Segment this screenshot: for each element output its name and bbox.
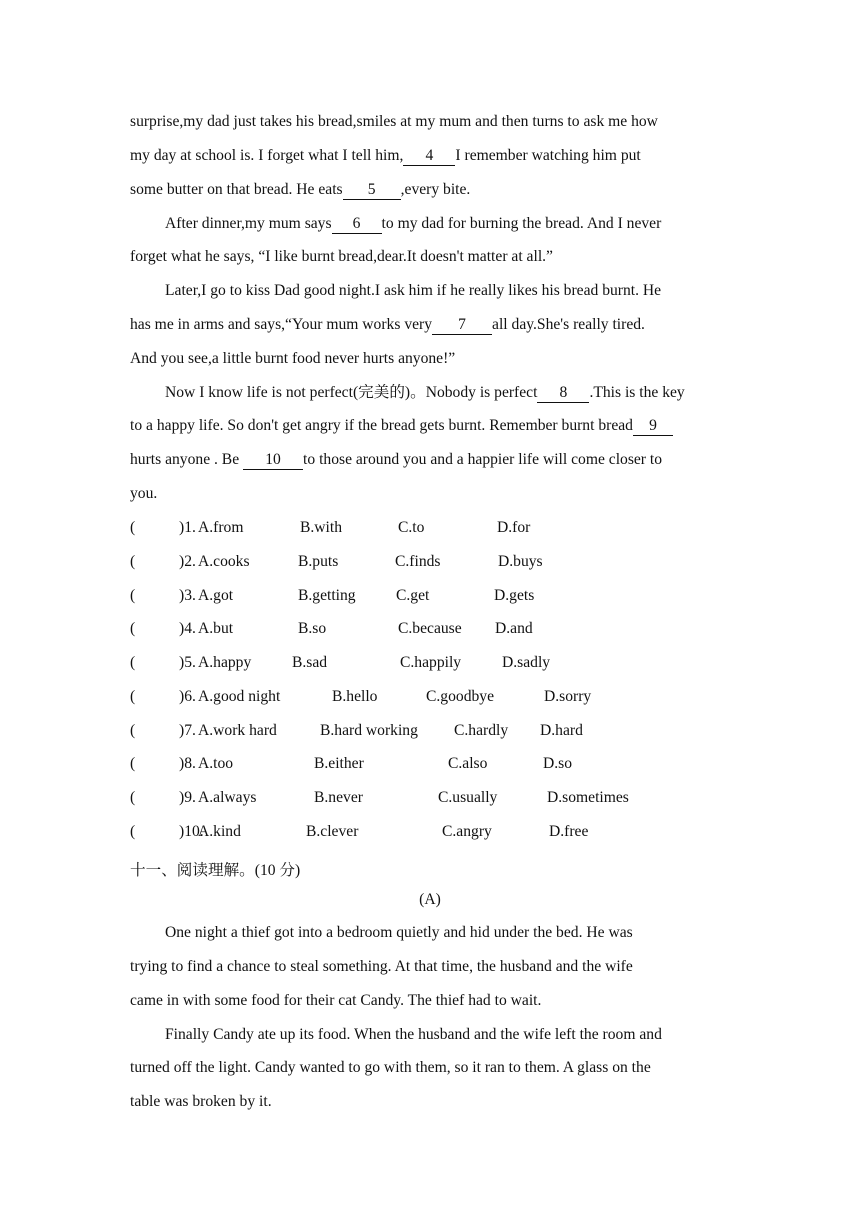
option-a[interactable]: A.kind — [198, 823, 241, 840]
option-d[interactable]: D.buys — [498, 553, 543, 570]
blank-5[interactable]: 5 — [343, 182, 401, 200]
text: to those around you and a happier life will come closer to — [303, 451, 663, 468]
passage1-line-6 — [165, 283, 661, 299]
passage1-line-4 — [165, 216, 661, 234]
question-number: )2. — [179, 553, 196, 570]
option-d[interactable]: D.and — [495, 620, 533, 637]
option-c[interactable]: C.hardly — [454, 722, 509, 739]
option-a[interactable]: A.happy — [198, 654, 252, 671]
option-d[interactable]: D.sorry — [544, 688, 592, 705]
option-b[interactable]: B.either — [314, 755, 364, 772]
option-c[interactable]: C.happily — [400, 654, 462, 671]
section-heading: 十一、阅读理解。(10 分) — [130, 862, 301, 879]
option-a[interactable]: A.work hard — [198, 722, 277, 739]
passage2-line-5: turned off the light. Candy wanted to go with them, so it ran to them. A glass on the — [130, 1059, 651, 1076]
option-b[interactable]: B.hello — [332, 688, 378, 705]
passage1-line-5 — [130, 249, 553, 265]
answer-paren-open: ( — [130, 519, 136, 536]
answer-paren-open: ( — [130, 789, 136, 806]
passage1-line-2 — [130, 148, 641, 166]
text: .This is the key — [589, 384, 685, 401]
option-c[interactable]: C.also — [448, 755, 488, 772]
text: surprise,my dad just takes his bread,smiles at my mum and then turns to ask me how — [130, 113, 658, 130]
text: all day.She's really tired. — [492, 316, 645, 333]
option-d[interactable]: D.gets — [494, 587, 535, 604]
question-number: )6. — [179, 688, 196, 705]
text: to a happy life. So don't get angry if the bread gets burnt. Remember burnt bread — [130, 417, 633, 434]
option-d[interactable]: D.free — [549, 823, 589, 840]
passage2-line-6: table was broken by it. — [130, 1093, 272, 1110]
answer-paren-open: ( — [130, 587, 136, 604]
answer-paren-open: ( — [130, 688, 136, 705]
option-b[interactable]: B.hard working — [320, 722, 418, 739]
answer-paren-open: ( — [130, 654, 136, 671]
passage1-line-3 — [130, 182, 470, 200]
blank-10[interactable]: 10 — [243, 452, 303, 470]
option-d[interactable]: D.for — [497, 519, 531, 536]
answer-paren-open: ( — [130, 823, 136, 840]
question-number: )8. — [179, 755, 196, 772]
blank-9[interactable]: 9 — [633, 418, 673, 436]
question-number: )5. — [179, 654, 196, 671]
option-b[interactable]: B.clever — [306, 823, 359, 840]
option-c[interactable]: C.finds — [395, 553, 441, 570]
answer-paren-open: ( — [130, 553, 136, 570]
text: I remember watching him put — [455, 147, 641, 164]
question-number: )3. — [179, 587, 196, 604]
passage1-line-11 — [130, 452, 662, 470]
option-d[interactable]: D.so — [543, 755, 573, 772]
question-number: )10. — [179, 823, 204, 840]
question-number: )1. — [179, 519, 196, 536]
text: ,every bite. — [400, 181, 471, 198]
passage1-line-7 — [130, 317, 645, 335]
option-a[interactable]: A.got — [198, 587, 234, 604]
passage2-line-4: Finally Candy ate up its food. When the husband and the wife left the room and — [165, 1026, 662, 1043]
option-b[interactable]: B.puts — [298, 553, 339, 570]
text: Later,I go to kiss Dad good night.I ask him if he really likes his bread burnt. He — [165, 282, 662, 299]
text: has me in arms and says,“Your mum works very — [130, 316, 433, 333]
option-b[interactable]: B.never — [314, 789, 363, 806]
question-number: )7. — [179, 722, 196, 739]
text: to my dad for burning the bread. And I never — [381, 215, 662, 232]
passage1-line-1 — [130, 114, 658, 130]
option-c[interactable]: C.goodbye — [426, 688, 495, 705]
option-a[interactable]: A.but — [198, 620, 234, 637]
option-d[interactable]: D.sadly — [502, 654, 551, 671]
text: you. — [130, 485, 158, 502]
option-b[interactable]: B.sad — [292, 654, 328, 671]
section-label: (A) — [419, 891, 441, 908]
passage2-line-1: One night a thief got into a bedroom quietly and hid under the bed. He was — [165, 924, 633, 941]
blank-7[interactable]: 7 — [432, 317, 492, 335]
answer-paren-open: ( — [130, 620, 136, 637]
option-a[interactable]: A.good night — [198, 688, 281, 705]
answer-paren-open: ( — [130, 755, 136, 772]
text: forget what he says, “I like burnt bread,dear.It doesn't matter at all.” — [130, 248, 553, 265]
text: And you see,a little burnt food never hurts anyone!” — [130, 350, 456, 367]
text: some butter on that bread. He eats — [130, 181, 343, 198]
option-c[interactable]: C.get — [396, 587, 430, 604]
option-b[interactable]: B.so — [298, 620, 327, 637]
answer-paren-open: ( — [130, 722, 136, 739]
option-c[interactable]: C.because — [398, 620, 462, 637]
text: my day at school is. I forget what I tell him, — [130, 147, 404, 164]
option-d[interactable]: D.hard — [540, 722, 583, 739]
option-c[interactable]: C.angry — [442, 823, 492, 840]
text: After dinner,my mum says — [165, 215, 332, 232]
blank-6[interactable]: 6 — [332, 216, 382, 234]
passage1-line-12 — [130, 486, 157, 502]
passage1-line-8 — [130, 351, 455, 367]
passage1-line-10 — [130, 418, 673, 436]
option-b[interactable]: B.with — [300, 519, 343, 536]
option-a[interactable]: A.from — [198, 519, 244, 536]
option-c[interactable]: C.usually — [438, 789, 498, 806]
passage2-line-3: came in with some food for their cat Candy. The thief had to wait. — [130, 992, 542, 1009]
blank-4[interactable]: 4 — [403, 148, 455, 166]
option-b[interactable]: B.getting — [298, 587, 356, 604]
text: Now I know life is not perfect(完美的)。Nobody is perfect — [165, 384, 538, 401]
blank-8[interactable]: 8 — [537, 385, 589, 403]
text: hurts anyone . Be — [130, 451, 244, 468]
option-a[interactable]: A.always — [198, 789, 257, 806]
passage2-line-2: trying to find a chance to steal something. At that time, the husband and the wife — [130, 958, 633, 975]
question-number: )4. — [179, 620, 196, 637]
question-number: )9. — [179, 789, 196, 806]
option-c[interactable]: C.to — [398, 519, 425, 536]
option-a[interactable]: A.cooks — [198, 553, 250, 570]
option-a[interactable]: A.too — [198, 755, 234, 772]
option-d[interactable]: D.sometimes — [547, 789, 629, 806]
passage1-line-9 — [165, 385, 685, 403]
